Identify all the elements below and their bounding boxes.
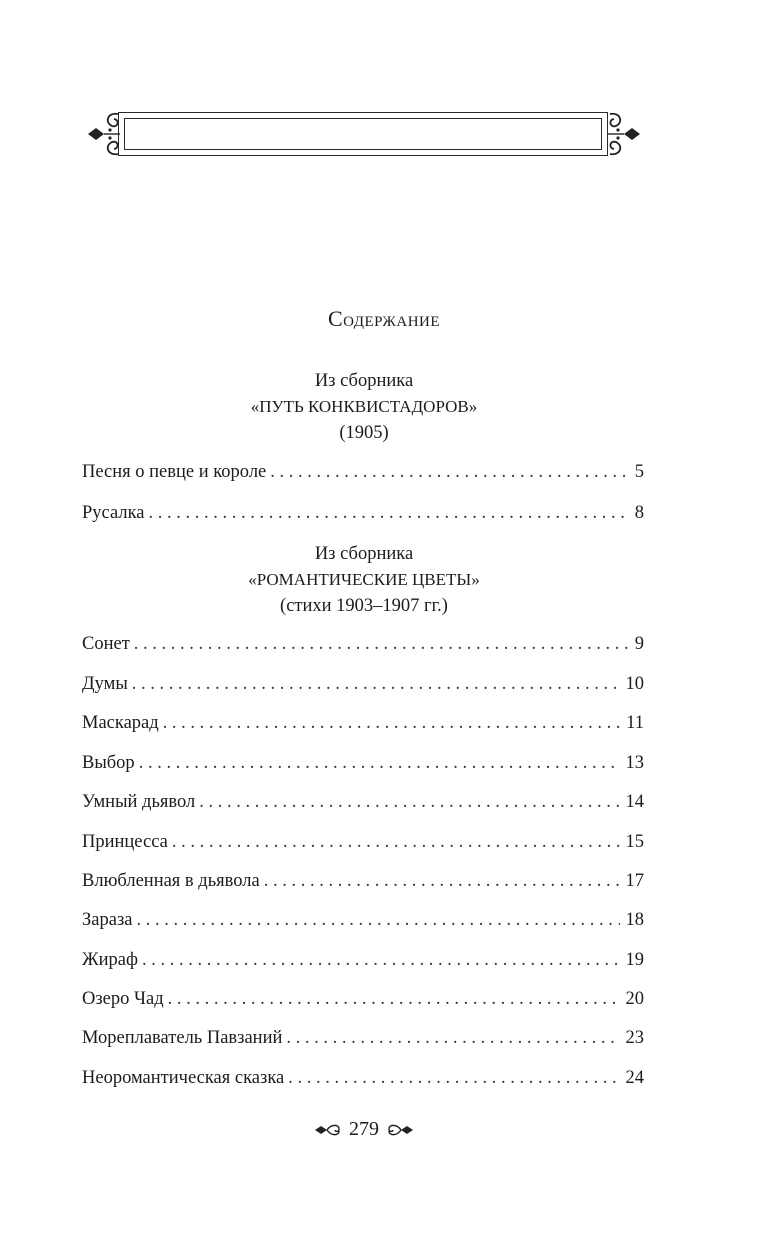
toc-entry-title: Песня о певце и короле — [82, 462, 267, 482]
toc-entry-title: Мореплаватель Павзаний — [82, 1028, 283, 1048]
dot-leader — [286, 1028, 619, 1049]
section-heading-line: Из сборника — [314, 544, 414, 564]
toc-entry-page: 23 — [625, 1028, 644, 1048]
page-footer — [0, 1118, 728, 1141]
toc-entry-page: 20 — [625, 989, 644, 1009]
toc-entry-page: 17 — [625, 871, 644, 891]
flourish-left-icon — [313, 1120, 343, 1140]
toc-entry-title: Умный дьявол — [82, 792, 196, 812]
toc-entry[interactable] — [82, 713, 644, 739]
dot-leader — [149, 503, 629, 524]
scroll-ornament-icon — [598, 104, 646, 164]
section-heading — [0, 368, 728, 446]
toc-entry[interactable] — [82, 674, 644, 700]
dot-leader — [136, 910, 619, 931]
flourish-right-icon — [385, 1120, 415, 1140]
dot-leader — [139, 753, 620, 774]
dot-leader — [132, 674, 620, 695]
toc-entry-page: 14 — [625, 792, 644, 812]
toc-entry[interactable] — [82, 503, 644, 529]
toc-entry-page: 24 — [625, 1068, 644, 1088]
dot-leader — [142, 950, 620, 971]
toc-entry-title: Принцесса — [82, 832, 168, 852]
frame-inner-border — [124, 118, 602, 150]
toc-entry[interactable] — [82, 753, 644, 779]
toc-entry-page: 8 — [634, 503, 644, 523]
toc-entry-page: 15 — [625, 832, 644, 852]
section-heading-year: (1905) — [339, 423, 389, 443]
toc-entry-page: 11 — [626, 713, 644, 733]
toc-entry-page: 13 — [625, 753, 644, 773]
toc-entry-title: Сонет — [82, 634, 130, 654]
toc-entry[interactable] — [82, 634, 644, 660]
toc-entry-page: 18 — [625, 910, 644, 930]
toc-entry-title: Русалка — [82, 503, 145, 523]
dot-leader — [134, 634, 629, 655]
dot-leader — [270, 462, 628, 483]
dot-leader — [163, 713, 621, 734]
dot-leader — [199, 792, 619, 813]
toc-entry-page: 10 — [625, 674, 644, 694]
dot-leader — [288, 1068, 619, 1089]
toc-entry[interactable] — [82, 1068, 644, 1094]
toc-entry[interactable] — [82, 832, 644, 858]
section-heading-line: Из сборника — [314, 371, 414, 391]
toc-entry-title: Озеро Чад — [82, 989, 164, 1009]
toc-entry[interactable] — [82, 792, 644, 818]
section-heading — [0, 541, 728, 619]
toc-entry[interactable] — [82, 1028, 644, 1054]
toc-entry-page: 9 — [634, 634, 644, 654]
toc-entry-title: Выбор — [82, 753, 135, 773]
section-heading-collection: «ПУТЬ КОНКВИСТАДОРОВ» — [250, 397, 478, 416]
section-heading-years: (стихи 1903–1907 гг.) — [280, 596, 448, 616]
dot-leader — [264, 871, 620, 892]
toc-entry[interactable] — [82, 910, 644, 936]
page-number: 279 — [349, 1118, 379, 1140]
dot-leader — [168, 989, 620, 1010]
toc-entry-title: Зараза — [82, 910, 133, 930]
section-heading-collection: «РОМАНТИЧЕСКИЕ ЦВЕТЫ» — [248, 570, 480, 589]
toc-entry-page: 19 — [625, 950, 644, 970]
toc-entry-title: Жираф — [82, 950, 138, 970]
toc-entry[interactable] — [82, 462, 644, 488]
toc-entry-title: Думы — [82, 674, 128, 694]
header-ornament-frame — [82, 104, 646, 164]
toc-entry[interactable] — [82, 871, 644, 897]
page-title: Содержание — [327, 306, 441, 331]
toc-entry[interactable] — [82, 989, 644, 1015]
toc-entry-title: Влюбленная в дьявола — [82, 871, 260, 891]
dot-leader — [172, 832, 620, 853]
toc-entry[interactable] — [82, 950, 644, 976]
toc-entry-title: Неоромантическая сказка — [82, 1068, 285, 1088]
toc-entry-title: Маскарад — [82, 713, 159, 733]
toc-entry-page: 5 — [634, 462, 644, 482]
